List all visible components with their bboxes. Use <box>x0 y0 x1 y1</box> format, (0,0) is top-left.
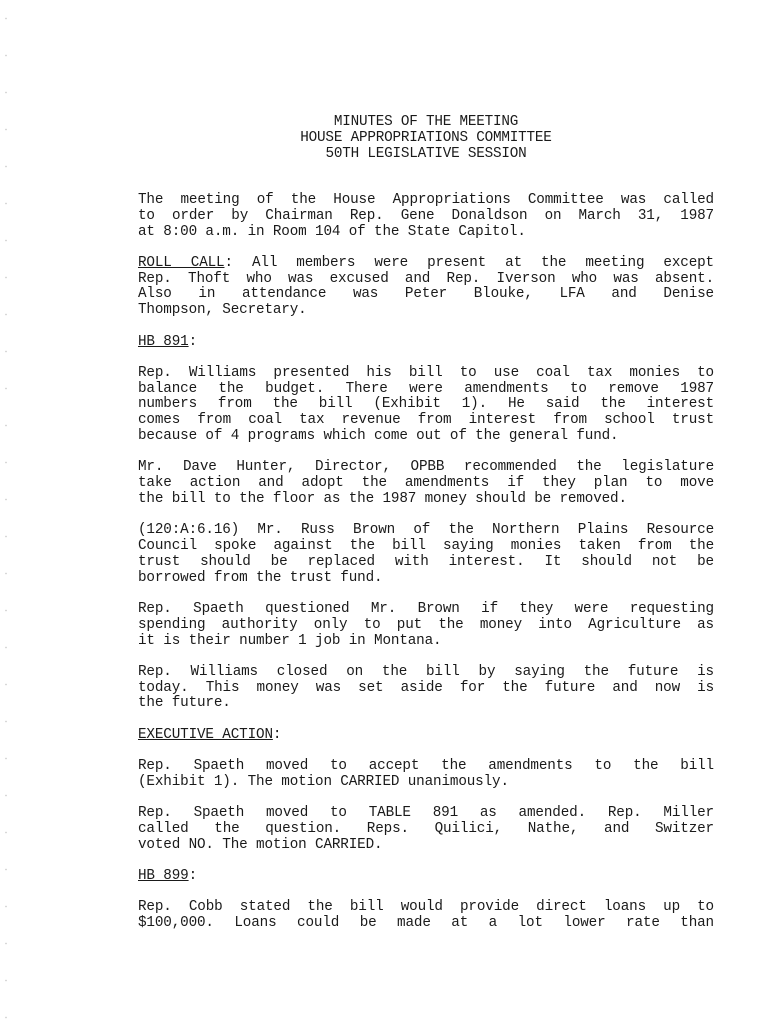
text-line: Also in attendance was Peter Blouke, LFA and Denise <box>138 286 714 303</box>
heading-colon: : <box>188 868 198 884</box>
text-line: comes from coal tax revenue from interest from school trust <box>138 412 714 429</box>
header-line-3: 50TH LEGISLATIVE SESSION <box>325 146 527 163</box>
text-line: Rep. Williams closed on the bill by saying the future is <box>138 663 714 680</box>
hunter-paragraph <box>138 460 714 507</box>
roll-call-text: : All members were present at the meeting except <box>224 254 714 271</box>
text-line: Rep. Williams presented his bill to use coal tax monies to <box>138 364 714 381</box>
text-line: (120:A:6.16) Mr. Russ Brown of the Northern Plains Resource <box>138 522 714 539</box>
williams-close-paragraph <box>138 665 714 712</box>
text-line: numbers from the bill (Exhibit 1). He said the interest <box>138 396 714 413</box>
spaeth-question-paragraph <box>138 602 714 649</box>
text-line: it is their number 1 job in Montana. <box>138 632 442 649</box>
text-line: balance the budget. There were amendments to remove 1987 <box>138 380 714 397</box>
text-line: $100,000. Loans could be made at a lot lower rate than <box>138 915 714 932</box>
text-line: trust should be replaced with interest. It should not be <box>138 553 714 570</box>
text-line: today. This money was set aside for the future and now is <box>138 679 714 696</box>
header-line-1: MINUTES OF THE MEETING <box>333 114 519 130</box>
spaeth-amend-paragraph <box>138 759 714 791</box>
williams-paragraph <box>138 366 714 445</box>
heading-colon: : <box>188 333 198 350</box>
section-heading-hb891 <box>138 335 714 351</box>
text-line: spending authority only to put the money into Agriculture as <box>138 616 714 633</box>
brown-paragraph <box>138 523 714 586</box>
text-line: Rep. Spaeth moved to accept the amendments to the bill <box>138 758 714 775</box>
text-line: Mr. Dave Hunter, Director, OPBB recommended the legislature <box>138 459 714 476</box>
text-line: Rep. Spaeth questioned Mr. Brown if they were requesting <box>138 600 714 617</box>
hb899-label: HB 899 <box>138 868 189 884</box>
text-line: the future. <box>138 695 231 712</box>
section-heading-executive-action <box>138 728 714 744</box>
text-line: (Exhibit 1). The motion CARRIED unanimously. <box>138 773 509 790</box>
text-line: The meeting of the House Appropriations Committee was called <box>138 192 714 208</box>
text-line: Rep. Thoft who was excused and Rep. Iverson who was absent. <box>138 270 714 287</box>
text-line: Council spoke against the bill saying monies taken from the <box>138 538 714 555</box>
spaeth-table-paragraph <box>138 806 714 853</box>
text-line: because of 4 programs which come out of the general fund. <box>138 428 619 445</box>
header-line-2: HOUSE APPROPRIATIONS COMMITTEE <box>300 130 552 147</box>
text-line <box>138 256 714 272</box>
text-line: Thompson, Secretary. <box>138 302 307 319</box>
minutes-body <box>138 193 714 947</box>
intro-paragraph <box>138 193 714 240</box>
text-line: borrowed from the trust fund. <box>138 569 383 586</box>
hb891-label: HB 891 <box>138 333 189 350</box>
text-line: the bill to the floor as the 1987 money should be removed. <box>138 490 627 507</box>
text-line: Rep. Spaeth moved to TABLE 891 as amended. Rep. Miller <box>138 805 714 822</box>
text-line: to order by Chairman Rep. Gene Donaldson on March 31, 1987 <box>138 207 714 224</box>
executive-action-label: EXECUTIVE ACTION <box>138 726 273 743</box>
scan-edge-marks <box>0 0 12 1024</box>
minutes-header <box>138 114 714 163</box>
text-line: at 8:00 a.m. in Room 104 of the State Capitol. <box>138 223 526 240</box>
text-line: take action and adopt the amendments if they plan to move <box>138 475 714 492</box>
text-line: voted NO. The motion CARRIED. <box>138 836 383 853</box>
section-heading-hb899 <box>138 869 714 885</box>
roll-call-paragraph <box>138 256 714 319</box>
text-line: called the question. Reps. Quilici, Nathe, and Switzer <box>138 820 714 837</box>
roll-call-label: ROLL CALL <box>138 254 225 271</box>
text-line: Rep. Cobb stated the bill would provide direct loans up to <box>138 899 714 916</box>
heading-colon: : <box>272 726 282 743</box>
cobb-paragraph <box>138 900 714 932</box>
